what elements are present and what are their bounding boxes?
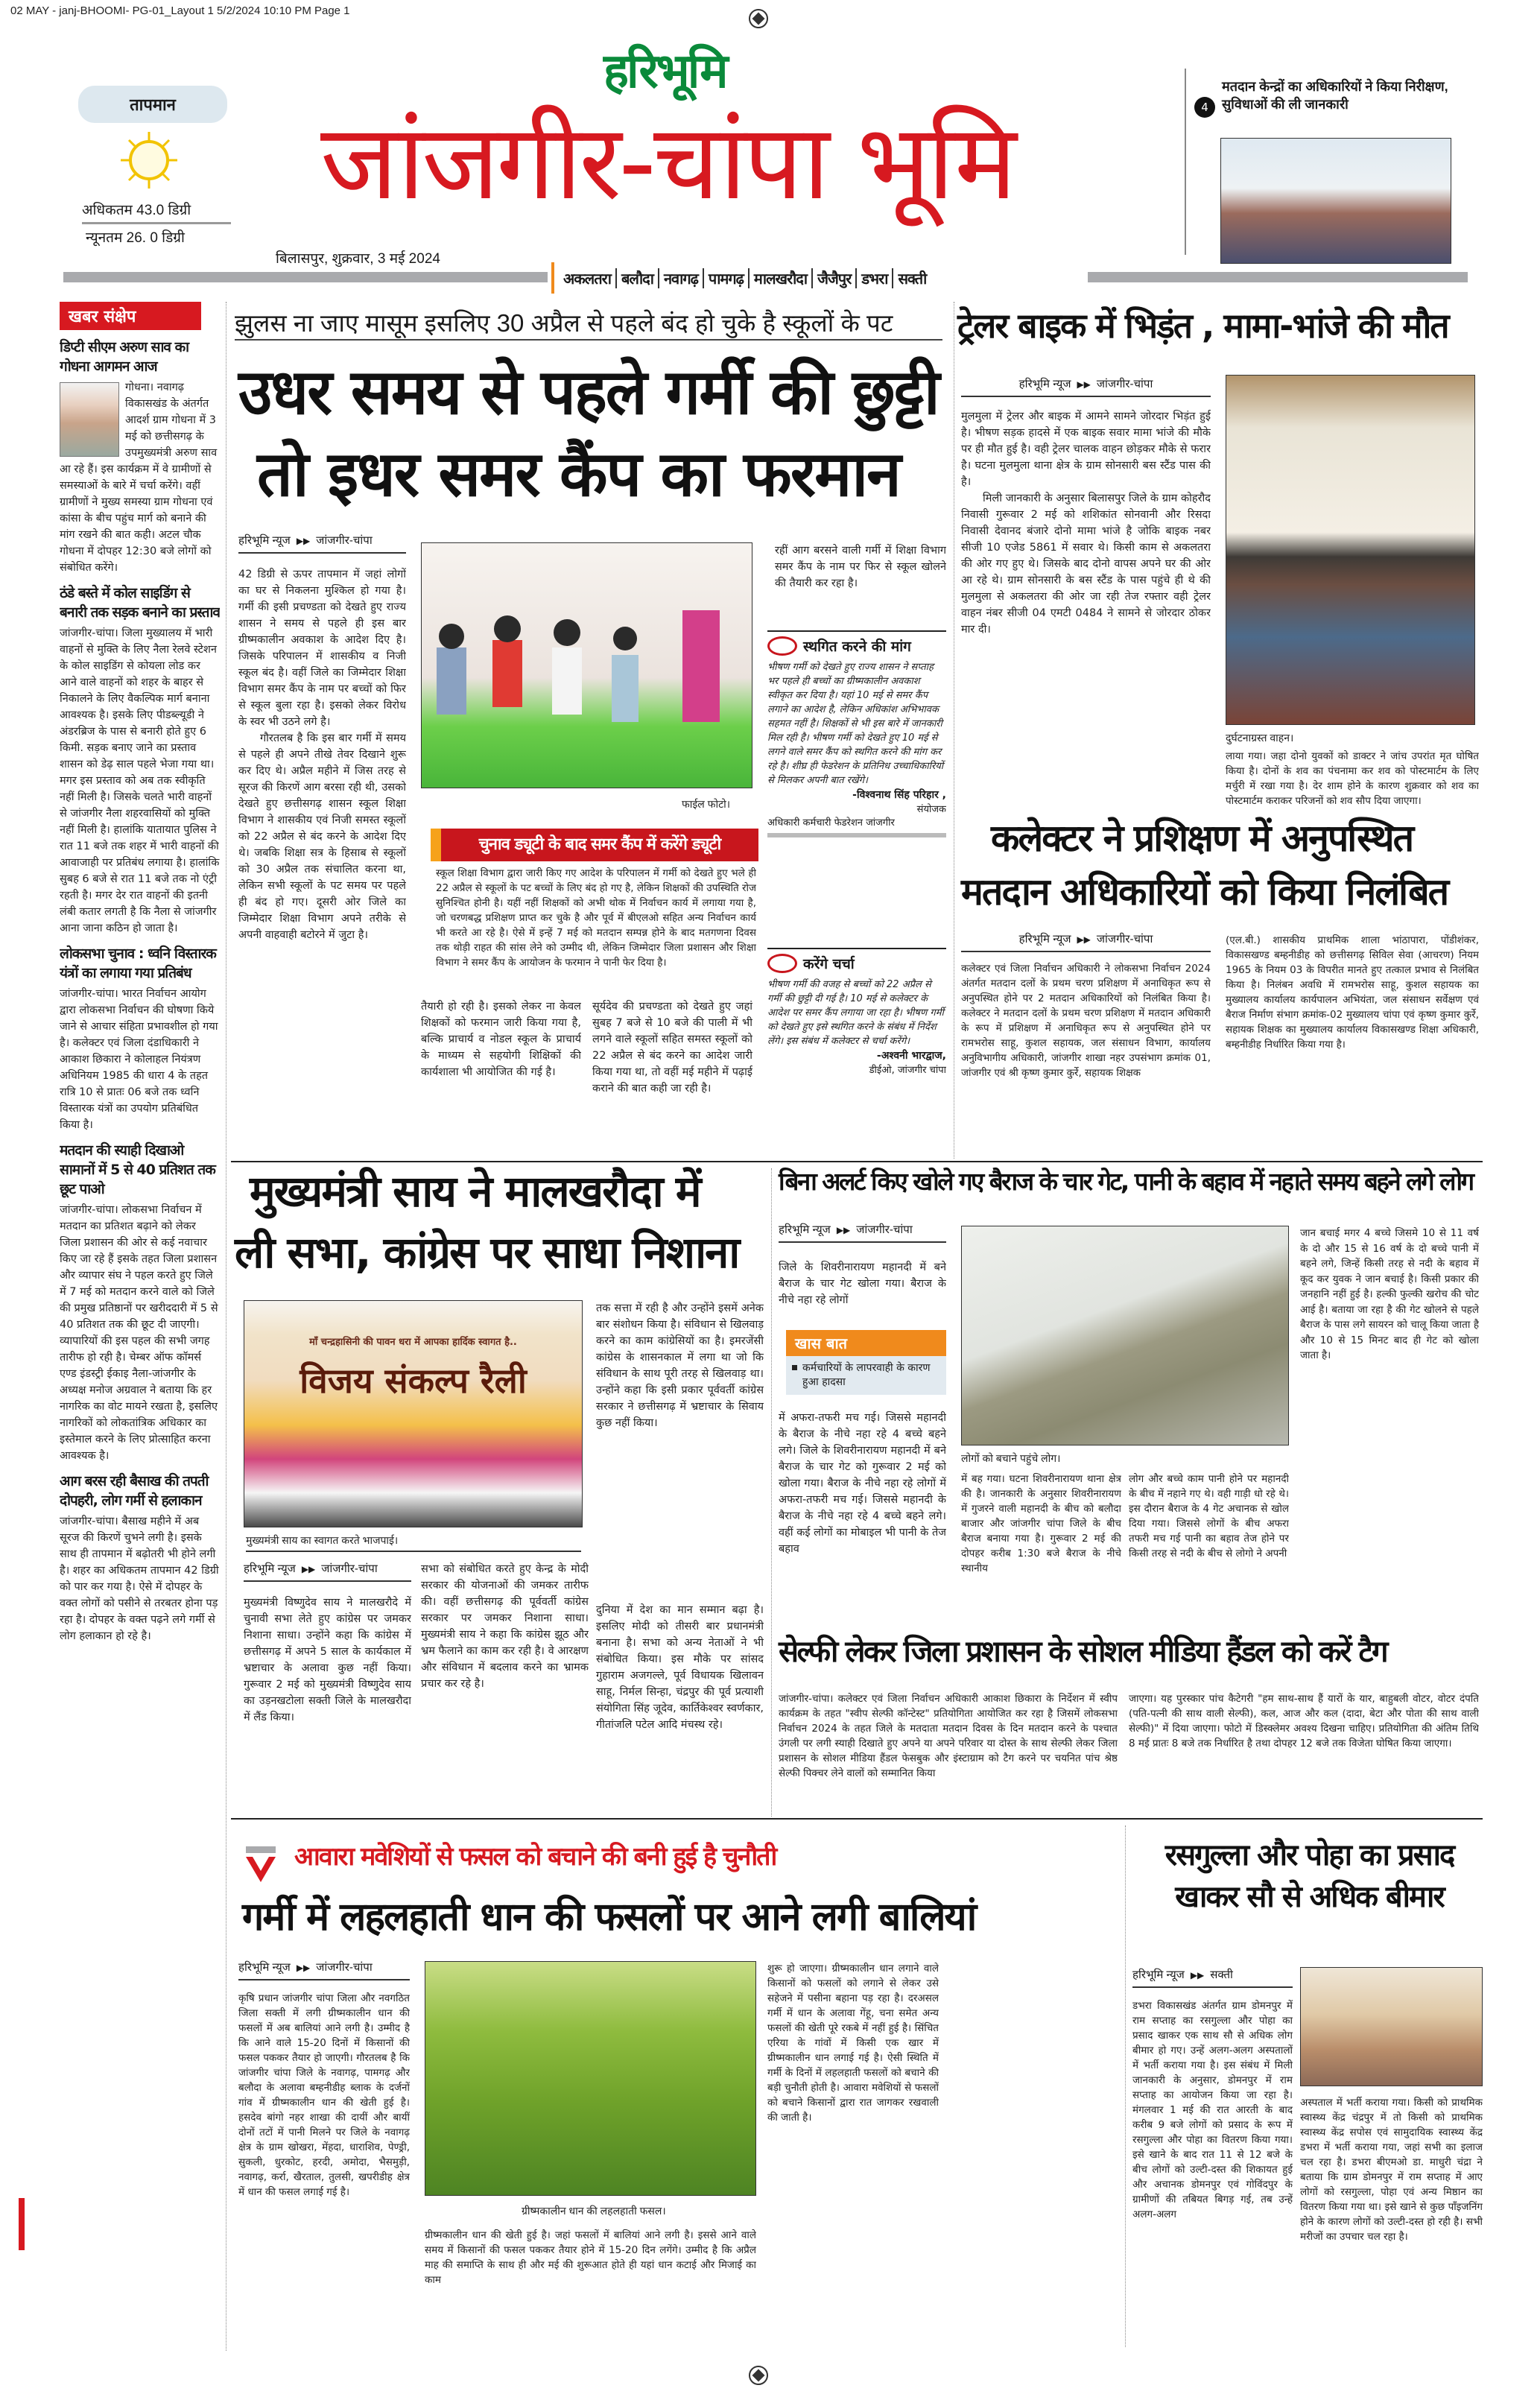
brief-label: खबर संक्षेप [60,302,201,330]
rasgulla-body-col2: अस्पताल में भर्ती कराया गया। किसी को प्राथमिक स्वास्थ्य केंद्र चंद्रपुर में तो किसी को प्राथमिक स्वास्थ्य केंद्र सपोस एवं सामुदायिक स्वास्थ्य केंद्र डभरा में भर्ती कराया गया, जहां सभी का इलाज चल रहा है। डभरा बीएमओ डा. माधुरी चंद्रा ने बताया कि ग्राम डोमनपुर में राम सप्ताह में आए लोगों को रसगुल्ला, पोहा एवं अन्य मिष्ठान का वितरण किया गया था। इसे खाने से कुछ पाँइजनिंग होने के कारण लोगों को उल्टी-दस्त हो रही है। सभी मरीजों का उपचार चल रहा है। [1300,2097,1483,2243]
lead-byline [238,533,406,560]
brief-item [60,944,220,1133]
paddy-headline[interactable]: गर्मी में लहलहाती धान की फसलों पर आने लगी बालियां [242,1895,976,1939]
fast-forward-icon: ▶▶ [1077,379,1091,390]
byline-source: हरिभूमि न्यूज [238,1961,291,1974]
fast-forward-icon: ▶▶ [836,1225,851,1235]
speech-bubble-icon [767,636,797,656]
nav-item[interactable]: बलौदा [617,268,659,288]
trailer-paragraph: मुलमुला में ट्रेलर और बाइक में आमने सामने जोरदार भिड़ंत हुई है। भीषण सड़क हादसे में एक बाइक सवार मामा भांजे की मौके पर ही मौत हुई है। वही ट्रेलर चालक वाहन छोड़कर मौके से फरार है। घटना मुलमुला थाना क्षेत्र के ग्राम सोनसारी बस स्टैंड पास की है। [961,411,1211,488]
fast-forward-icon: ▶▶ [296,536,311,546]
trailer-headline[interactable]: ट्रेलर बाइक में भिड़ंत , मामा-भांजे की मौत [957,305,1448,346]
quote-author: -विश्वनाथ सिंह परिहार , [852,789,946,801]
collector-body-col2: (एल.बी.) शासकीय प्राथमिक शाला भांठापारा, पोंडीशंकर, विकासखण्ड बम्हनीडीह को छत्तीसगढ़ सिविल सेवा (आचरण) नियम 1965 के नियम 03 के विपरीत मानते हुए तत्काल प्रभाव से निलंबित किया है। निलंबन अवधि में रामभरोस साहू, कुशल सहायक का मुख्यालय कार्यालय कार्यपालन अभियंता, जल संसाधन सर्वेक्षण एवं बैराज निर्माण संभाग क्रमांक-02 मुख्यालय चांपा एवं कृष्ण कुमार कुर्रे, सहायक शिक्षक का मुख्यालय कार्यालय विकासखण्ड शिक्षा अधिकारी, बम्हनीडीह निर्धारित किया गया है। [1226,934,1479,1051]
fast-forward-icon: ▶▶ [301,1564,316,1574]
brief-headline[interactable]: आग बरस रही बैसाख की तपती दोपहरी, लोग गर्मी से हलाकान [60,1473,209,1509]
lead-body-continued: रहीं आग बरसने वाली गर्मी में शिक्षा विभाग समर कैंप के नाम पर फिर से स्कूल खोलने की तैयारी कर रहा है। [775,545,946,589]
quote-body: भीषण गर्मी की वजह से बच्चों को 22 अप्रैल से गर्मी की छुट्टी दी गई है। 10 मई से कलेक्टर के आदेश पर समर कैंप लगाया जा रहा है। भीषण गर्मी को देखते हुए इसे स्थगित करने के संबंध में निर्देश लेंगे। इस संबंध में कलेक्टर से चर्चा करेंगे। [767,979,944,1047]
cm-body-col1: तक सत्ता में रही है और उन्होंने इसमें अनेक बार संशोधन किया है। संविधान से खिलवाड़ करने का काम कांग्रेसियों का है। इमरजेंसी कांग्रेस के शासनकाल में लगा था जो कि संविधान के साथ पूरी तरह से खिलवाड़ था। उन्होंने कहा कि इसी प्रकार पूर्ववर्ती कांग्रेस सरकार ने छत्तीसगढ़ में भ्रष्टाचार के सिवाय कुछ नहीं किया। [596,1302,764,1429]
registration-mark-icon [749,2366,768,2385]
print-slug: 02 MAY - janj-BHOOMI- PG-01_Layout 1 5/2/2024 10:10 PM Page 1 [10,4,350,17]
lead-headline-line2[interactable]: तो इधर समर कैंप का फरमान [257,437,900,510]
lead-photo-caption: फाईल फोटो। [682,798,731,810]
cm-headline-line2[interactable]: ली सभा, कांग्रेस पर साधा निशाना [235,1227,739,1278]
rally-banner-text: माँ चन्द्रहासिनी की पावन धरा में आपका हार्दिक स्वागत है.. [309,1337,517,1348]
news-brief-column [60,302,220,2351]
brief-headline[interactable]: मतदान की स्याही दिखाओ सामानों में 5 से 40 प्रतिशत तक छूट पाओ [60,1142,215,1197]
brief-body: गोधना। नवागढ़ विकासखंड के अंतर्गत आदर्श ग्राम गोधना में 3 मई को छत्तीसगढ़ के उपमुख्यमंत्री अरुण साव आ रहे हैं। इस कार्यक्रम में वे ग्रामीणों से समस्याओं के बारे में चर्चा करेंगे। वहीं ग्रामीणों ने मुख्य समस्या ग्राम गोधना एवं कांसा के बीच पहुंच मार्ग को बनाने की मांग रखने की बात कही। अटल चौक गोधना में दोपहर 12:30 बजे लोगों को संबोधित करेंगे। [60,381,218,574]
selfie-body-col2: जाएगा। यह पुरस्कार पांच कैटेगरी "हम साथ-साथ हैं यारों के यार, बाहुबली वोटर, वोटर दंपति (पति-पत्नी की साथ वाली सेल्फी), कल, आज और कल (दादा, बेटा और पोता की साथ वाली सेल्फी)" में दिया जाएगा। फोटो में डिस्क्लेमर अवश्य दिखना चाहिए। प्रतियोगिता की अंतिम तिथि 8 मई प्रातः 8 बजे तक निर्धारित है तथा दोपहर 12 बजे तक विजेता घोषित किया जाएगा। [1129,1693,1479,1749]
collector-body: कलेक्टर एवं जिला निर्वाचन अधिकारी ने लोकसभा निर्वाचन 2024 अंतर्गत मतदान दलों के प्रथम चरण प्रशिक्षण में अनाधिकृत रूप से अनुपस्थित होने पर 2 मतदान अधिकारियों को निलंबित किया है। कलेक्टर ने मतदान दलों के प्रथम चरण प्रशिक्षण में मतदान अधिकारी के रूप में प्रशिक्षण में अनाधिकृत रूप से अनुपस्थित होने पर रामभरोस साहू, कुशल सहायक, जल संसाधन विभाग, कार्यालय अनुविभागीय अधिकारी, जांजगीर शाखा नहर उपसंभाग क्रमांक 01, जांजगीर एवं श्री कृष्ण कुमार कुर्रे, सहायक शिक्षक [961,963,1211,1079]
election-duty-box [431,829,758,861]
trailer-photo-caption: दुर्घटनाग्रस्त वाहन। [1226,732,1294,744]
byline-source: हरिभूमि न्यूज [238,534,291,547]
brief-body: जांजगीर-चांपा। जिला मुख्यालय में भारी वाहनों से मुक्ति के लिए नैला रेलवे स्टेशन के कोल साइडिंग से कोयला लोड कर आने वाले वाहनों को शहर के बाहर से निकालने के लिए वैकल्पिक मार्ग बनाना आवश्यक है। इसके लिए पीडब्ल्यूडी ने अंडरब्रिज के पास से बनारी होते हुए 6 किमी. सड़क बनाए जाने का प्रस्ताव शासन को डेढ़ साल पहले भेजा गया था। मगर इस प्रस्ताव को अब तक स्वीकृति नहीं मिली है। जिसके चलते भारी वाहनों से जांजगीर नैला शहरवासियों को मुक्ति नहीं मिली है। हालांकि यातायात पुलिस ने रात 11 बजे तक शहर में भारी वाहनों की आवाजाही पर प्रतिबंध लगाया है। हालांकि सुबह 6 बजे से रात 11 बजे तक नो एंट्री रहती है। मगर देर रात वाहनों की इतनी लंबी कतार लगती है कि नैला से जांजगीर आना जाना कठिन हो जाता है। [60,627,220,934]
selfie-body-col1: जांजगीर-चांपा। कलेक्टर एवं जिला निर्वाचन अधिकारी आकाश छिकारा के निर्देशन में स्वीप कार्यक्रम के तहत "स्वीप सेल्फी कॉन्टेस्ट" प्रतियोगिता आयोजित कर रहा है जिसमें लोकसभा निर्वाचन 2024 के तहत जिले के मतदाता मतदान दिवस के दिन मतदान करने के पश्चात उंगली पर लगी स्याही दिखाते हुए अपने या अपने परिवार या दोस्त के साथ सेल्फी लेकर जिला प्रशासन के सोशल मीडिया हैंडल फेसबुक और इंस्टाग्राम को टैग करने पर चयनित पांच श्रेष्ठ सेल्फी पिक्चर लेने वालों को सम्मानित किया [779,1693,1118,1779]
nav-item[interactable]: सक्ती [898,270,927,288]
lead-kicker: झुलस ना जाए मासूम इसलिए 30 अप्रैल से पहले बंद हो चुके है स्कूलों के पट [235,305,942,341]
quote-box-postpone [767,630,946,940]
fast-forward-icon: ▶▶ [1190,1970,1205,1980]
brand-logo: हरिभूमि [603,44,726,99]
accident-vehicle-photo [1226,375,1475,725]
nav-item[interactable]: पामगढ़ [704,268,750,288]
rasgulla-body-col1: डभरा विकासखंड अंतर्गत ग्राम डोमनपुर में राम सप्ताह का रसगुल्ला और पोहा का प्रसाद खाकर एक साथ सौ से अधिक लोग बीमार हो गए। उन्हें अलग-अलग अस्पतालों में भर्ती कराया गया है। इस संबंध में मिली जानकारी के अनुसार, डोमनपुर में राम सप्ताह का आयोजन किया जा रहा है। मंगलवार 1 मई की रात आरती के बाद करीब 9 बजे लोगों को प्रसाद के रूप में रसगुल्ला और पोहा का वितरण किया गया। इसे खाने के बाद रात 11 से 12 बजे के बीच लोगों को उल्टी-दस्त की शिकायत हुई और अचानक डोमनपुर एवं गोविंदपुर के ग्रामीणों की तबियत बिगड़ गई, तब उन्हें अलग-अलग [1132,2000,1293,2220]
edge-color-mark [19,2198,25,2250]
quote-title: करेंगे चर्चा [803,956,855,972]
quote-author: -अश्वनी भारद्वाज, [876,1050,946,1062]
teaser-text[interactable]: मतदान केन्द्रों का अधिकारियों ने किया निरीक्षण, सुविधाओं की ली जानकारी [1222,79,1448,112]
weather-label: तापमान [130,95,176,114]
paddy-body-col3: शुरू हो जाएगा। ग्रीष्मकालीन धान लगाने वाले किसानों को फसलों को लगाने से लेकर उसे सहेजने में पसीना बहाना पड़ रहा है। दरअसल गर्मी में धान के अलावा गेंहू, चना समेत अन्य फसलों की खेती पूरे रकबे में नहीं हुई है। सिंचित एरिया के गांवों में किसी एक खार में ग्रीष्मकालीन धान लगाई गई है। ऐसी स्थिति में गर्मी के दिनों में लहलहाती फसलों को बचाने की बड़ी चुनौती होती है। आवारा मवेशियों से फसलों को बचाने किसानों द्वारा रात जागकर रखवाली की जाती है। [767,1963,939,2124]
fast-forward-icon: ▶▶ [296,1963,311,1973]
brief-body: जांजगीर-चांपा। लोकसभा निर्वाचन में मतदान का प्रतिशत बढ़ाने को लेकर जिला प्रशासन की ओर से कई नवाचार किए जा रहे हैं इसके तहत जिला प्रशासन और व्यापार संघ ने पहल करते हुए जिले में 7 मई को मतदान करने वाले को जिले की प्रमुख प्रतिष्ठानों पर खरीददारी में 5 से 40 प्रतिशत तक की छूट दी जाएगी। व्यापारियों की इस पहल की सभी जगह तारीफ हो रही है। चेम्बर ऑफ कॉमर्स एण्ड इंडस्ट्री ईकाइ नैला-जांजगीर के अध्यक्ष मनोज अग्रवाल ने बताया कि हर नागरिक का वोट मायने रखता है, इसलिए नागरिकों को लोकतांत्रिक अधिकार का इस्तेमाल करने के लिए प्रोत्साहित करना आवश्यक है। [60,1204,218,1462]
brief-item [60,583,220,937]
nav-item[interactable]: डभरा [857,268,893,288]
fast-forward-icon: ▶▶ [1077,934,1091,945]
nav-item[interactable]: नवागढ़ [659,268,704,288]
teaser-photo [1220,138,1451,264]
byline-place: जांजगीर-चांपा [316,1961,373,1974]
key-point-box [786,1330,946,1395]
barrage-photo [961,1226,1289,1445]
brief-item [60,1141,220,1464]
weather-label-box [78,86,227,123]
lead-paragraph: 42 डिग्री से ऊपर तापमान में जहां लोगों का घर से निकलना मुश्किल हो गया है। गर्मी की इसी प्रचण्डता को देखते हुए राज्य शासन ने समय से पहले ही इस बार ग्रीष्मकालीन अवकाश के आदेश दिए है। जिसके परिपालन में शासकीय व निजी स्कूल बंद है। वहीं जिले का जिम्मेदार शिक्षा विभाग समर कैंप के नाम पर बच्चों को फिर से स्कूल बुला रहा है। इसको लेकर विरोध के स्वर भी उठने लगे है। [238,569,406,728]
lead-body-col2: तैयारी हो रही है। इसको लेकर ना केवल शिक्षकों को फरमान जारी किया गया है, बल्कि प्राचार्य व नोडल स्कूल के प्राचार्य के माध्यम से सहयोगी शिक्षिकों की कार्यशाला भी आयोजित की गई है। [421,1001,581,1078]
column-divider [771,1168,772,1817]
quote-title: स्थगित करने की मांग [803,639,911,655]
brief-headline[interactable]: डिप्टी सीएम अरुण साव का गोधना आगमन आज [60,339,189,375]
brief-headline[interactable]: ठंडे बस्ते में कोल साइडिंग से बनारी तक सड़क बनाने का प्रस्ताव [60,585,220,621]
lead-headline-line1[interactable]: उधर समय से पहले गर्मी की छुट्टी [238,355,939,428]
cm-body-col4: दुनिया में देश का मान सम्मान बढ़ा है। इसलिए मोदी को तीसरी बार प्रधानमंत्री बनाना है। सभा को अन्य नेताओं ने भी संबोधित किया। इस मौके पर सांसद गुहाराम अजगल्ले, पूर्व विधायक खिलावन साहू, निर्मल सिन्हा, चंद्रपुर की पूर्व प्रत्याशी संयोगिता सिंह जूदेव, कार्तिकेश्वर स्वर्णकार, गीतांजलि पटेल आदि मंचस्थ रहे। [596,1604,764,1731]
barrage-body-intro: जिले के शिवरीनारायण महानदी में बने बैराज के चार गेट खोला गया। बैराज के नीचे नहा रहे लोगों [779,1261,946,1306]
quote-box-discuss [767,948,946,1153]
brief-headline[interactable]: लोकसभा चुनाव : ध्वनि विस्तारक यंत्रों का लगाया गया प्रतिबंध [60,946,216,981]
lead-body-col3: सूर्यदेव की प्रचण्डता को देखते हुए जहां सुबह 7 बजे से 10 बजे की पाली में भी लगने वाले स्कूलों सहित समस्त स्कूलों को 22 अप्रैल से बंद करने का आदेश जारी किया गया था, तो वहीं मई महीने में पढ़ाई कराने की बात कही जा रही है। [592,1001,752,1095]
byline-place: जांजगीर-चांपा [321,1562,378,1575]
barrage-body-col4: जान बचाई मगर 4 बच्चे जिसमे 10 से 11 वर्ष के दो और 15 से 16 वर्ष के दो बच्चे पानी में बहने लगे, जिन्हें किसी तरह से नदी के बहाव में कूद कर युवक ने जान बचाई है। किसी प्रकार की जनहानि नहीं हुई है। हल्की फुल्की खरोच की चोट आई है। बताया जा रहा है की गेट खोलने से पहले बैराज के पास लगे सायरन को चालू किया जाता है और 10 से 15 मिनट बाद ही गेट को खोला जाता है। [1300,1227,1479,1361]
quote-author-role: डीईओ, जांजगीर चांपा [869,1065,946,1076]
selfie-headline[interactable]: सेल्फी लेकर जिला प्रशासन के सोशल मीडिया हैंडल को करें टैग [779,1635,1387,1669]
byline-source: हरिभूमि न्यूज [779,1223,831,1236]
weather-max: अधिकतम 43.0 डिग्री [82,200,231,224]
sun-icon [119,130,179,193]
trailer-byline [961,376,1211,403]
deputy-cm-photo [60,382,119,457]
byline-place: जांजगीर-चांपा [316,534,373,547]
barrage-headline[interactable]: बिना अलर्ट किए खोले गए बैराज के चार गेट, पानी के बहाव में नहाते समय बहने लगे लोग [779,1167,1473,1196]
v-chevron-icon [246,1846,276,1887]
quote-author-role: संयोजक [916,804,946,815]
rasgulla-headline[interactable]: रसगुल्ला और पोहा का प्रसाद खाकर सौ से अधिक बीमार [1164,1838,1454,1914]
collector-byline [961,931,1211,958]
election-duty-box-body: स्कूल शिक्षा विभाग द्वारा जारी किए गए आदेश के परिपालन में गर्मी को देखते हुए भले ही 22 अप्रैल से स्कूलों के पट बच्चों के लिए बंद हो गए है, लेकिन शिक्षकों की उपस्थिति रोज सुनिश्चित होनी है। यहीं नहीं शिक्षकों को अभी थोक में निर्वाचन कार्य में लगाया गया है, जो चरणबद्ध प्रशिक्षण प्राप्त कर चुके है और पूर्व में बीएलओ सहित अन्य निर्वाचन कार्य भी करते आ रहे है। ऐसे में इन्हें 7 मई को मतदान सम्पन्न होने के बाद मतगणना दिवस तक थोड़ी राहत की सांस लेने को उम्मीद थी, लेकिन जिम्मेदार जिला प्रशासन और शिक्षा विभाग ने समर कैंप के आयोजन के फरमान ने पानी फेर दिया है। [436,867,756,969]
nav-rule-left [63,272,548,282]
byline-place: सक्ती [1210,1969,1233,1981]
collector-headline-line1[interactable]: कलेक्टर ने प्रशिक्षण में अनुपस्थित [991,817,1413,860]
children-playing-photo [421,542,752,788]
section-rule [231,1161,1483,1162]
rasgulla-byline [1132,1967,1293,1994]
byline-source: हरिभूमि न्यूज [244,1562,296,1575]
lead-body [238,566,406,1147]
cm-photo-caption: मुख्यमंत्री साय का स्वागत करते भाजपाई। [246,1533,581,1552]
trailer-paragraph: मिली जानकारी के अनुसार बिलासपुर जिले के ग्राम कोहरौद निवासी गुरूवार 2 मई को शशिकांत सोनवानी और रिसदा निवासी देवानद बंजारे दोनो मामा भांजे है जोकि बाइक नबर सीजी 10 एजेड 5861 में सवार थे। किसी काम से अकलतरा की ओर गए हुए थे। जिसके बाद दोनो वापस अपने घर की ओर आ रहे थे। ग्राम सोनसारी के बस स्टैंड के पास पहुंचे ही थे की मुलमुला से अकलतरा की ओर जा रही तेज रफ्तार वही ट्रेलर वाहन नंबर सीजी 04 एमटी 0484 ने सामने से जोरदार ठोकर मार दी। [961,493,1211,636]
location-nav [551,262,931,294]
byline-place: जांजगीर-चांपा [856,1223,913,1236]
rally-banner-title: विजय संकल्प रैली [300,1361,527,1401]
brief-item [60,338,220,576]
collector-headline-line2[interactable]: मतदान अधिकारियों को किया निलंबित [961,870,1448,913]
bullet-icon [792,1365,797,1370]
barrage-byline [779,1222,946,1249]
teaser-divider [1185,69,1186,255]
key-point-label: खास बात [786,1330,946,1356]
brief-body: जांजगीर-चांपा। भारत निर्वाचन आयोग द्वारा लोकसभा निर्वाचन की घोषणा किये जाने से आचार संहिता प्रभावशील हो गया है। कलेक्टर एवं जिला दंडाधिकारी ने आकाश छिकारा ने कोलाहल नियंत्रण अधिनियम 1985 की धारा 4 के तहत रात्रि 10 से प्रातः 06 बजे तक ध्वनि विस्तारक यंत्रों का उपयोग प्रतिबंधित किया है। [60,988,218,1131]
byline-place: जांजगीर-चांपा [1096,933,1153,946]
nav-rule-right [1088,272,1468,282]
byline-source: हरिभूमि न्यूज [1018,933,1071,946]
cm-headline-line1[interactable]: मुख्यमंत्री साय ने मालखरौदा में [250,1166,700,1217]
trailer-body [961,408,1211,781]
cm-body-col2: मुख्यमंत्री विष्णुदेव साय ने मालखरौदे में चुनावी सभा लेते हुए कांग्रेस पर जमकर निशाना साधा। उन्होंने कहा कि कांग्रेस में छत्तीसगढ़ में अपने 5 साल के कार्यकाल में भ्रष्टाचार के अलावा कुछ नहीं किया। गुरूवार 2 मई को मुख्यमंत्री विष्णुदेव साय का उड़नखटोला सक्ती जिले के मालखरौदा में लैंड किया। [244,1597,411,1723]
speech-bubble-icon [767,954,797,973]
lead-paragraph: गौरतलब है कि इस बार गर्मी में समय से पहले ही अपने तीखे तेवर दिखाने शुरू कर दिए थे। अप्रैल महीने में जिस तरह से सूरज की किरणें आग बरसा रही थी, उसको देखते हुए छत्तीसगढ़ शासन स्कूल शिक्षा विभाग ने शासकीय एवं निजी समस्त स्कूलों को 22 अप्रैल से बंद करने के आदेश दिए थे। जबकि शिक्षा सत्र के हिसाब से स्कूलों को 30 अप्रैल तक संचालित करना था, लेकिन सभी स्कूलों के पट समय पर पहले ही बंद हो गए। दूसरी ओर जिले का जिम्मेदार शिक्षा विभाग अपने तरीके से अपनी वाहवाही बटोरने में जुटा है। [238,732,406,941]
barrage-body-col3: लोग और बच्चे काम पानी होने पर महानदी के बीच में नहाने गए थे। वही गाड़ी धो रहे थे। इस दौरान बैराज के 4 गेट अचानक से खोल दिया गया। जिससे लोगों के बीच अफरा तफरी मच गई पानी का बहाव तेज होने पर किसी तरह से नदी के बीच से लोगो ने अपनी [1129,1473,1289,1559]
cm-body-col3: सभा को संबोधित करते हुए केन्द्र के मोदी सरकार की योजनाओं की जमकर तारीफ की। वहीं छत्तीसगढ़ की पूर्ववर्ती कांग्रेस सरकार पर जमकर निशाना साधा। मुख्यमंत्री साय ने कहा कि कांग्रेस झूठ और भ्रम फैलाने का काम कर रही है। वे आरक्षण और संविधान में बदलाव करने का भ्रामक प्रचार कर रहे है। [421,1563,589,1690]
barrage-photo-caption: लोगों को बचाने पहुंचे लोग। [961,1452,1061,1464]
nav-item[interactable]: मालखरौदा [750,268,813,288]
byline-source: हरिभूमि न्यूज [1132,1969,1185,1981]
section-rule [231,1818,1483,1820]
paddy-byline [238,1960,410,1986]
paddy-body-col2: ग्रीष्मकालीन धान की खेती हुई है। जहां फसलों में बालियां आने लगी है। इससे आने वाले समय में किसानों की फसल पककर तैयार होने में 15-20 दिन लगेंगे। उम्मीद है कि अप्रैल माह की समाप्ति के साथ ही और मई की शुरूआत होते ही यहां धान कटाई और मिजाई का काम [425,2229,756,2286]
byline-source: हरिभूमि न्यूज [1018,378,1071,390]
nav-item[interactable]: जैजैपुर [813,268,857,288]
barrage-body-col2: में बह गया। घटना शिवरीनारायण थाना क्षेत्र की है। जानकारी के अनुसार शिवरीनारायण में गुजरने वाली महानदी के बीच को बलौदा बाजार और जांजगीर चांपा जिले के बीच बैराज बनाया गया है। गुरूवार 2 मई की दोपहर करीब 1:30 बजे बैराज के नीचे स्थानीय [961,1473,1121,1574]
paddy-kicker: आवारा मवेशियों से फसल को बचाने की बनी हुई है चुनौती [294,1842,776,1872]
key-point-item [786,1356,946,1395]
cm-byline [244,1561,411,1588]
registration-mark-icon [749,9,768,28]
trailer-body-continued: लाया गया। जहा दोनो युवकों को डाक्टर ने जांच उपरांत मृत घोषित किया है। दोनों के शव का पंचनामा कर शव को पोस्टमार्टम के लिए मर्चुरी में रखा गया है। देर शाम होने के कारण शुक्रवार को शव का पोस्टमार्टम कराकर परिजनों को शव सौप दिया जाएगा। [1226,750,1479,807]
brief-item [60,1472,220,1644]
masthead-title: जांजगीर-चांपा भूमि [320,102,1014,224]
byline-place: जांजगीर-चांपा [1096,378,1153,390]
column-divider [1125,1825,1126,2347]
paddy-photo-caption: ग्रीष्मकालीन धान की लहलहाती फसल। [522,2205,666,2217]
cm-rally-photo [244,1300,583,1527]
weather-min: न्यूनतम 26. 0 डिग्री [86,230,185,246]
hospital-patients-photo [1300,1967,1483,2086]
paddy-body-col1: कृषि प्रधान जांजगीर चांपा जिला और नवगठित जिला सक्ती में लगी ग्रीष्मकालीन धान की फसलों में अब बालियां आने लगी है। उम्मीद है कि आने वाले 15-20 दिनों में किसानों की फसल पककर तैयार हो जाएगी। गौरतलब है कि जांजगीर चांपा जिले के नवागढ़, पामगढ़ और बलौदा के अलावा बम्हनीडीह ब्लाक के दर्जनों गांव में ग्रीष्मकालीन धान की खेती हुई है। हसदेव बांगो नहर शाखा की दायीं और बायीं दोनों तटों में पानी मिलने पर जिले के नवागढ़ क्षेत्र के ग्राम खोखरा, मेंहदा, धाराशिव, पेण्ड्री, सुकली, धुरकोट, हरदी, अमोदा, भैसमुड़ी, नवागढ़, कर्रा, खैरताल, तुलसी, खपरीडीह क्षेत्र में धान की फसल लगाई गई है। [238,1992,410,2198]
paddy-field-photo [425,1961,756,2196]
brief-body: जांजगीर-चांपा। बैसाख महीने में अब सूरज की किरणें चुभने लगी है। इसके साथ ही तापमान में बढ़ोतरी भी होने लगी है। शहर का अधिकतम तापमान 42 डिग्री को पार कर गया है। ऐसे में दोपहर के वक्त लोगों को पसीने से तरबतर होना पड़ रहा है। दोपहर के वक्त पढ़ने लगे गर्मी से लोग हलाकान हो रहे है। [60,1516,219,1642]
quote-body: भीषण गर्मी को देखते हुए राज्य शासन ने सप्ताह भर पहले ही बच्चों का ग्रीष्मकालीन अवकाश स्वीकृत कर दिया है। यहां 10 मई से समर कैंप लगाने का आदेश है, लेकिन अधिकांश अभिभावक सहमत नहीं है। शिक्षकों से भी इस बारे में जानकारी मिल रही है। भीषण गर्मी को देखते हुए 10 मई से लगने वाले समर कैंप को स्थगित करने की मांग कर रहे है। शीघ्र ही फेडरेशन के प्रतिनिध उच्चाधिकारियों से मिलकर अपनी बात रखेंगे। [767,662,944,786]
barrage-body-col1: में अफरा-तफरी मच गई। जिससे महानदी के बैराज के नीचे नहा रहे 4 बच्चे बहने लगे। जिले के शिवरीनारायण महानदी में बने बैराज के चार गेट को गुरूवार 2 मई को खोला गया। बैराज के नीचे नहा रहे लोगों में अफरा-तफरी मच गई। जिससे महानदी के बैराज के नीचे नहा रहे 4 बच्चे बहने लगे। वहीं कई लोगों का मोबाइल भी पानी के तेज बहाव [779,1412,946,1555]
dateline: बिलासपुर, शुक्रवार, 3 मई 2024 [276,251,440,267]
key-point-text: कर्मचारियों के लापरवाही के कारण हुआ हादसा [802,1362,931,1388]
teaser-page-badge: 4 [1194,97,1215,118]
nav-item[interactable]: अकलतरा [559,268,617,288]
election-duty-box-title: चुनाव ड्यूटी के बाद समर कैंप में करेंगे ड्यूटी [478,835,721,854]
quote-author-org: अधिकारी कर्मचारी फेडरेशन जांजगीर [767,815,946,837]
